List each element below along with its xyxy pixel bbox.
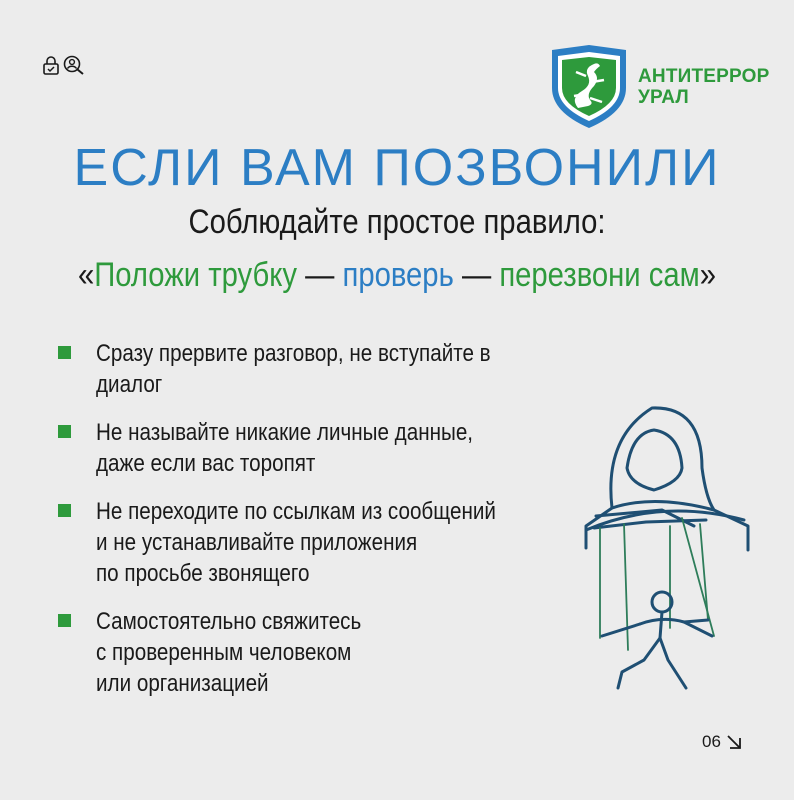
shield-lizard-logo-icon xyxy=(548,44,630,130)
rule-part-2: проверь xyxy=(342,256,454,294)
list-item xyxy=(58,496,598,589)
rule-part-3: перезвони сам xyxy=(499,256,700,294)
tip-text: Не называйте никакие личные данные, даже если вас торопят xyxy=(96,419,474,477)
rule-line xyxy=(56,256,739,295)
green-square-bullet-icon xyxy=(58,504,71,517)
subtitle: Соблюдайте простое правило: xyxy=(188,203,606,241)
logo-line-2: УРАЛ xyxy=(638,87,689,108)
open-quote: « xyxy=(77,256,95,294)
user-search-icon xyxy=(63,55,85,75)
list-item xyxy=(58,417,598,479)
rule-part-1: Положи трубку xyxy=(94,256,297,294)
tips-list xyxy=(58,338,598,716)
tip-text: Сразу прервите разговор, не вступайте в диалог xyxy=(96,340,491,398)
page-title: ЕСЛИ ВАМ ПОЗВОНИЛИ xyxy=(73,139,721,197)
tip-text: Самостоятельно свяжитесь с проверенным человеком или организацией xyxy=(96,608,362,697)
rule-dash-2: — xyxy=(453,256,500,294)
logo-line-1: АНТИТЕРРОР xyxy=(638,65,770,87)
green-square-bullet-icon xyxy=(58,346,71,359)
page-number-text: 06 xyxy=(702,732,721,751)
arrow-down-right-icon xyxy=(726,734,742,750)
list-item xyxy=(58,606,598,699)
green-square-bullet-icon xyxy=(58,425,71,438)
top-icons xyxy=(42,55,85,75)
logo xyxy=(548,44,770,130)
rule-dash-1: — xyxy=(296,256,343,294)
close-quote: » xyxy=(699,256,717,294)
tip-text: Не переходите по ссылкам из сообщений и не устанавливайте приложения по просьбе звонящего xyxy=(96,498,496,587)
puppeteer-illustration-icon xyxy=(572,398,752,708)
lock-check-icon xyxy=(42,55,60,75)
list-item xyxy=(58,338,598,400)
page-number xyxy=(702,732,742,752)
green-square-bullet-icon xyxy=(58,614,71,627)
